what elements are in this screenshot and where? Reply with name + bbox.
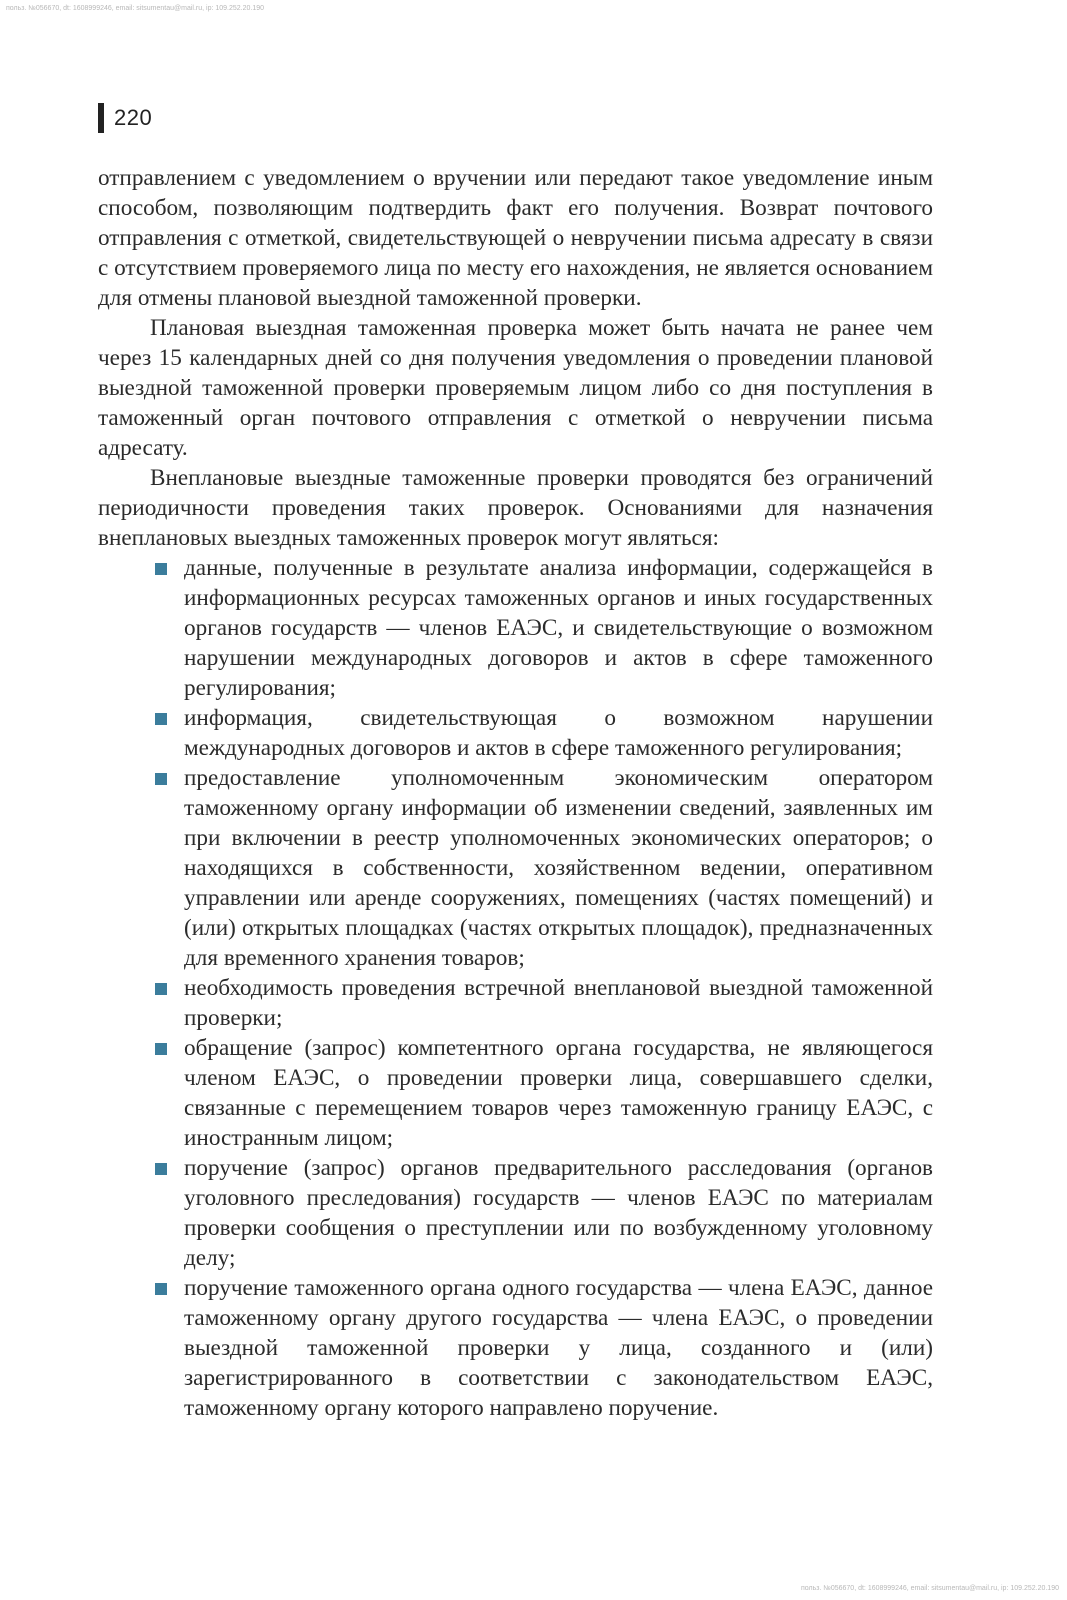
page-number-bar <box>98 103 104 133</box>
bullet-list <box>98 553 933 1423</box>
list-item-text: необходимость проведения встречной внеплановой выездной таможенной проверки; <box>184 975 933 1031</box>
list-item <box>98 973 933 1033</box>
paragraph-continuation: отправлением с уведомлением о вручении или передают такое уведомление иным способом, позволяющим подтвердить факт его получения. Возврат почтового отправления с отметкой, свидетельствующей о невручении письма адресату в связи с отсутствием проверяемого лица по месту его нахождения, не является основанием для отмены плановой выездной таможенной проверки. <box>98 165 933 311</box>
list-item <box>98 1153 933 1273</box>
list-item-text: поручение (запрос) органов предварительного расследования (органов уголовного преследования) государств — членов ЕАЭС по материалам проверки сообщения о преступлении или по возбужденному уголовному делу; <box>184 1155 933 1271</box>
list-item <box>98 763 933 973</box>
paragraph: Внеплановые выездные таможенные проверки проводятся без ограничений периодичности проведения таких проверок. Основаниями для назначения внеплановых выездных таможенных проверок могут являться: <box>98 465 933 551</box>
square-bullet-icon <box>155 563 167 575</box>
list-item <box>98 703 933 763</box>
square-bullet-icon <box>155 983 167 995</box>
page-header <box>98 103 152 133</box>
paragraph: Плановая выездная таможенная проверка может быть начата не ранее чем через 15 календарных дней со дня получения уведомления о проведении плановой выездной таможенной проверки проверяемым лицом либо со дня поступления в таможенный орган почтового отправления с отметкой о невручении письма адресату. <box>98 315 933 461</box>
list-item-text: поручение таможенного органа одного государства — члена ЕАЭС, данное таможенному органу другого государства — члена ЕАЭС, о проведении выездной таможенной проверки у лица, созданного и (или) зарегистрированного в соответствии с законодательством ЕАЭС, таможенному органу которого направлено поручение. <box>184 1275 933 1421</box>
list-item-text: предоставление уполномоченным экономическим оператором таможенному органу информации об изменении сведений, заявленных им при включении в реестр уполномоченных экономических операторов; о находящихся в собственности, хозяйственном ведении, оперативном управлении или аренде сооружениях, помещениях (частях помещений) и (или) открытых площадках (частях открытых площадок), предназначенных для временного хранения товаров; <box>184 765 933 971</box>
square-bullet-icon <box>155 773 167 785</box>
square-bullet-icon <box>155 1283 167 1295</box>
watermark-bottom: польз. №056670, dt: 1608999246, email: sitsumentau@mail.ru, ip: 109.252.20.190 <box>800 1585 1059 1592</box>
square-bullet-icon <box>155 713 167 725</box>
watermark-top: польз. №056670, dt: 1608999246, email: sitsumentau@mail.ru, ip: 109.252.20.190 <box>6 5 265 12</box>
list-item-text: данные, полученные в результате анализа информации, содержащейся в информационных ресурсах таможенных органов и иных государственных органов государств — членов ЕАЭС, и свидетельствующие о возможном нарушении международных договоров и актов в сфере таможенного регулирования; <box>184 555 933 701</box>
list-item <box>98 1273 933 1423</box>
list-item-text: обращение (запрос) компетентного органа государства, не являющегося членом ЕАЭС, о проведении проверки лица, совершавшего сделки, связанные с перемещением товаров через таможенную границу ЕАЭС, с иностранным лицом; <box>184 1035 933 1151</box>
list-item-text: информация, свидетельствующая о возможном нарушении международных договоров и актов в сфере таможенного регулирования; <box>184 705 933 761</box>
list-item <box>98 553 933 703</box>
list-item <box>98 1033 933 1153</box>
square-bullet-icon <box>155 1043 167 1055</box>
page-body <box>98 163 933 1423</box>
square-bullet-icon <box>155 1163 167 1175</box>
page-number: 220 <box>114 105 153 130</box>
